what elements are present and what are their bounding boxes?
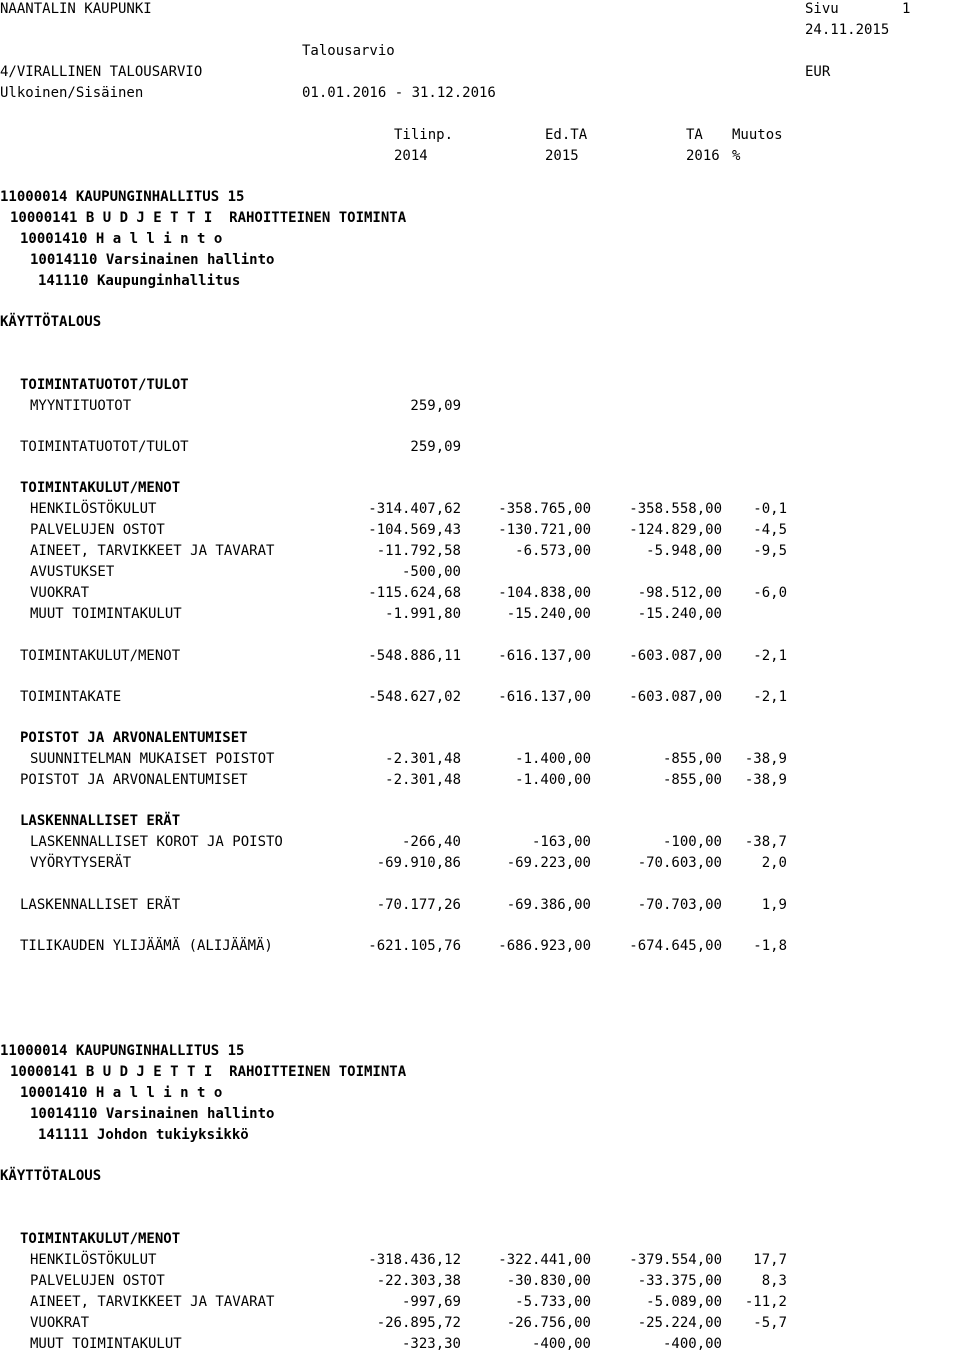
- row-value-c2: -358.765,00: [498, 501, 591, 517]
- row-value-c1: 259,09: [410, 398, 461, 414]
- row-value-c4: -2,1: [753, 689, 787, 705]
- row-value-c4: 8,3: [761, 1273, 787, 1289]
- col-ta: TA: [686, 127, 703, 143]
- org-unit-3: 10001410 H a l l i n t o: [20, 231, 223, 247]
- row-value-c4: 1,9: [761, 897, 787, 913]
- period: 01.01.2016 - 31.12.2016: [302, 85, 496, 101]
- row-value-c1: -318.436,12: [368, 1252, 461, 1268]
- row-value-c4: -0,1: [753, 501, 787, 517]
- row-value-c2: -26.756,00: [506, 1315, 591, 1331]
- row-value-c1: -548.627,02: [368, 689, 461, 705]
- row-label: MUUT TOIMINTAKULUT: [30, 1336, 182, 1352]
- scope: Ulkoinen/Sisäinen: [0, 85, 144, 101]
- row-label: TOIMINTATUOTOT/TULOT: [20, 439, 189, 455]
- row-value-c3: -855,00: [662, 751, 722, 767]
- row-value-c3: -603.087,00: [629, 689, 722, 705]
- row-value-c1: -314.407,62: [368, 501, 461, 517]
- row-value-c3: -25.224,00: [637, 1315, 722, 1331]
- row-label: TOIMINTAKATE: [20, 689, 122, 705]
- row-value-c2: -686.923,00: [498, 938, 591, 954]
- row-label: VUOKRAT: [30, 1315, 90, 1331]
- row-value-c3: -358.558,00: [629, 501, 722, 517]
- row-label: TOIMINTAKULUT/MENOT: [20, 648, 181, 664]
- report-title: Talousarvio: [302, 43, 395, 59]
- row-label: HENKILÖSTÖKULUT: [30, 1252, 157, 1268]
- org-unit-5: 141110 Kaupunginhallitus: [38, 273, 241, 289]
- group-heading: TOIMINTAKULUT/MENOT: [20, 1231, 181, 1247]
- org-unit-1: 11000014 KAUPUNGINHALLITUS 15: [0, 1043, 245, 1059]
- row-value-c2: -30.830,00: [506, 1273, 591, 1289]
- page-number: 1: [902, 1, 911, 17]
- row-value-c1: -70.177,26: [376, 897, 461, 913]
- section-heading: KÄYTTÖTALOUS: [0, 1168, 102, 1184]
- org-name: NAANTALIN KAUPUNKI: [0, 1, 152, 17]
- page-label: Sivu: [805, 1, 839, 17]
- row-value-c3: -379.554,00: [629, 1252, 722, 1268]
- row-value-c3: -33.375,00: [637, 1273, 722, 1289]
- row-value-c3: -5.089,00: [646, 1294, 722, 1310]
- row-value-c4: -38,9: [744, 772, 787, 788]
- row-label: VYÖRYTYSERÄT: [30, 855, 132, 871]
- print-date: 24.11.2015: [805, 22, 890, 38]
- row-value-c4: -2,1: [753, 648, 787, 664]
- row-value-c4: -4,5: [753, 522, 787, 538]
- row-label: AINEET, TARVIKKEET JA TAVARAT: [30, 543, 275, 559]
- row-value-c2: -130.721,00: [498, 522, 591, 538]
- section-heading: KÄYTTÖTALOUS: [0, 314, 102, 330]
- report-name: 4/VIRALLINEN TALOUSARVIO: [0, 64, 203, 80]
- group-heading: TOIMINTATUOTOT/TULOT: [20, 377, 189, 393]
- row-value-c2: -1.400,00: [515, 772, 591, 788]
- row-value-c4: -11,2: [744, 1294, 787, 1310]
- row-label: HENKILÖSTÖKULUT: [30, 501, 157, 517]
- row-value-c4: -5,7: [753, 1315, 787, 1331]
- row-value-c3: -5.948,00: [646, 543, 722, 559]
- row-value-c3: -400,00: [662, 1336, 722, 1352]
- col-tilinp: Tilinp.: [394, 127, 454, 143]
- row-value-c3: -855,00: [662, 772, 722, 788]
- org-unit-4: 10014110 Varsinainen hallinto: [30, 1106, 275, 1122]
- row-value-c1: 259,09: [410, 439, 461, 455]
- row-value-c4: 2,0: [761, 855, 787, 871]
- group-heading: TOIMINTAKULUT/MENOT: [20, 480, 181, 496]
- org-unit-4: 10014110 Varsinainen hallinto: [30, 252, 275, 268]
- org-unit-3: 10001410 H a l l i n t o: [20, 1085, 223, 1101]
- row-value-c1: -115.624,68: [368, 585, 461, 601]
- row-value-c4: -38,7: [744, 834, 787, 850]
- row-value-c1: -2.301,48: [385, 772, 461, 788]
- row-value-c4: -6,0: [753, 585, 787, 601]
- row-label: VUOKRAT: [30, 585, 90, 601]
- row-value-c1: -26.895,72: [376, 1315, 461, 1331]
- col-edta: Ed.TA: [545, 127, 588, 143]
- org-unit-2: 10000141 B U D J E T T I RAHOITTEINEN TOIMINTA: [10, 210, 407, 226]
- org-unit-2: 10000141 B U D J E T T I RAHOITTEINEN TOIMINTA: [10, 1064, 407, 1080]
- row-value-c1: -323,30: [401, 1336, 461, 1352]
- row-value-c1: -11.792,58: [376, 543, 461, 559]
- row-value-c1: -1.991,80: [385, 606, 461, 622]
- col-muutos: Muutos: [732, 127, 783, 143]
- row-value-c1: -69.910,86: [376, 855, 461, 871]
- row-value-c1: -266,40: [401, 834, 461, 850]
- col-percent: %: [732, 148, 741, 164]
- row-label: LASKENNALLISET ERÄT: [20, 897, 181, 913]
- row-label: PALVELUJEN OSTOT: [30, 1273, 165, 1289]
- row-value-c2: -616.137,00: [498, 648, 591, 664]
- row-value-c2: -69.223,00: [506, 855, 591, 871]
- row-value-c3: -124.829,00: [629, 522, 722, 538]
- row-value-c3: -15.240,00: [637, 606, 722, 622]
- row-label: PALVELUJEN OSTOT: [30, 522, 165, 538]
- row-value-c3: -98.512,00: [637, 585, 722, 601]
- col-year-2015: 2015: [545, 148, 579, 164]
- row-value-c1: -548.886,11: [368, 648, 461, 664]
- group-heading: POISTOT JA ARVONALENTUMISET: [20, 730, 248, 746]
- currency: EUR: [805, 64, 831, 80]
- col-year-2014: 2014: [394, 148, 428, 164]
- row-value-c2: -163,00: [531, 834, 591, 850]
- row-value-c1: -22.303,38: [376, 1273, 461, 1289]
- org-unit-1: 11000014 KAUPUNGINHALLITUS 15: [0, 189, 245, 205]
- row-value-c4: -38,9: [744, 751, 787, 767]
- row-value-c1: -104.569,43: [368, 522, 461, 538]
- row-value-c4: -1,8: [753, 938, 787, 954]
- row-value-c2: -69.386,00: [506, 897, 591, 913]
- row-label: AINEET, TARVIKKEET JA TAVARAT: [30, 1294, 275, 1310]
- row-value-c4: 17,7: [753, 1252, 787, 1268]
- row-value-c1: -997,69: [401, 1294, 461, 1310]
- row-value-c2: -6.573,00: [515, 543, 591, 559]
- row-value-c3: -70.603,00: [637, 855, 722, 871]
- org-unit-5: 141111 Johdon tukiyksikkö: [38, 1127, 249, 1143]
- row-value-c1: -2.301,48: [385, 751, 461, 767]
- row-label: MUUT TOIMINTAKULUT: [30, 606, 182, 622]
- row-label: TILIKAUDEN YLIJÄÄMÄ (ALIJÄÄMÄ): [20, 938, 273, 954]
- row-value-c3: -70.703,00: [637, 897, 722, 913]
- row-value-c2: -15.240,00: [506, 606, 591, 622]
- row-value-c2: -5.733,00: [515, 1294, 591, 1310]
- row-value-c4: -9,5: [753, 543, 787, 559]
- row-label: AVUSTUKSET: [30, 564, 115, 580]
- row-label: SUUNNITELMAN MUKAISET POISTOT: [30, 751, 275, 767]
- group-heading: LASKENNALLISET ERÄT: [20, 813, 181, 829]
- row-value-c2: -616.137,00: [498, 689, 591, 705]
- row-label: LASKENNALLISET KOROT JA POISTO: [30, 834, 283, 850]
- row-value-c1: -621.105,76: [368, 938, 461, 954]
- row-value-c3: -100,00: [662, 834, 722, 850]
- row-label: MYYNTITUOTOT: [30, 398, 132, 414]
- col-year-2016: 2016: [686, 148, 720, 164]
- row-value-c2: -104.838,00: [498, 585, 591, 601]
- row-label: POISTOT JA ARVONALENTUMISET: [20, 772, 248, 788]
- row-value-c3: -674.645,00: [629, 938, 722, 954]
- row-value-c1: -500,00: [401, 564, 461, 580]
- row-value-c3: -603.087,00: [629, 648, 722, 664]
- row-value-c2: -1.400,00: [515, 751, 591, 767]
- row-value-c2: -400,00: [531, 1336, 591, 1352]
- row-value-c2: -322.441,00: [498, 1252, 591, 1268]
